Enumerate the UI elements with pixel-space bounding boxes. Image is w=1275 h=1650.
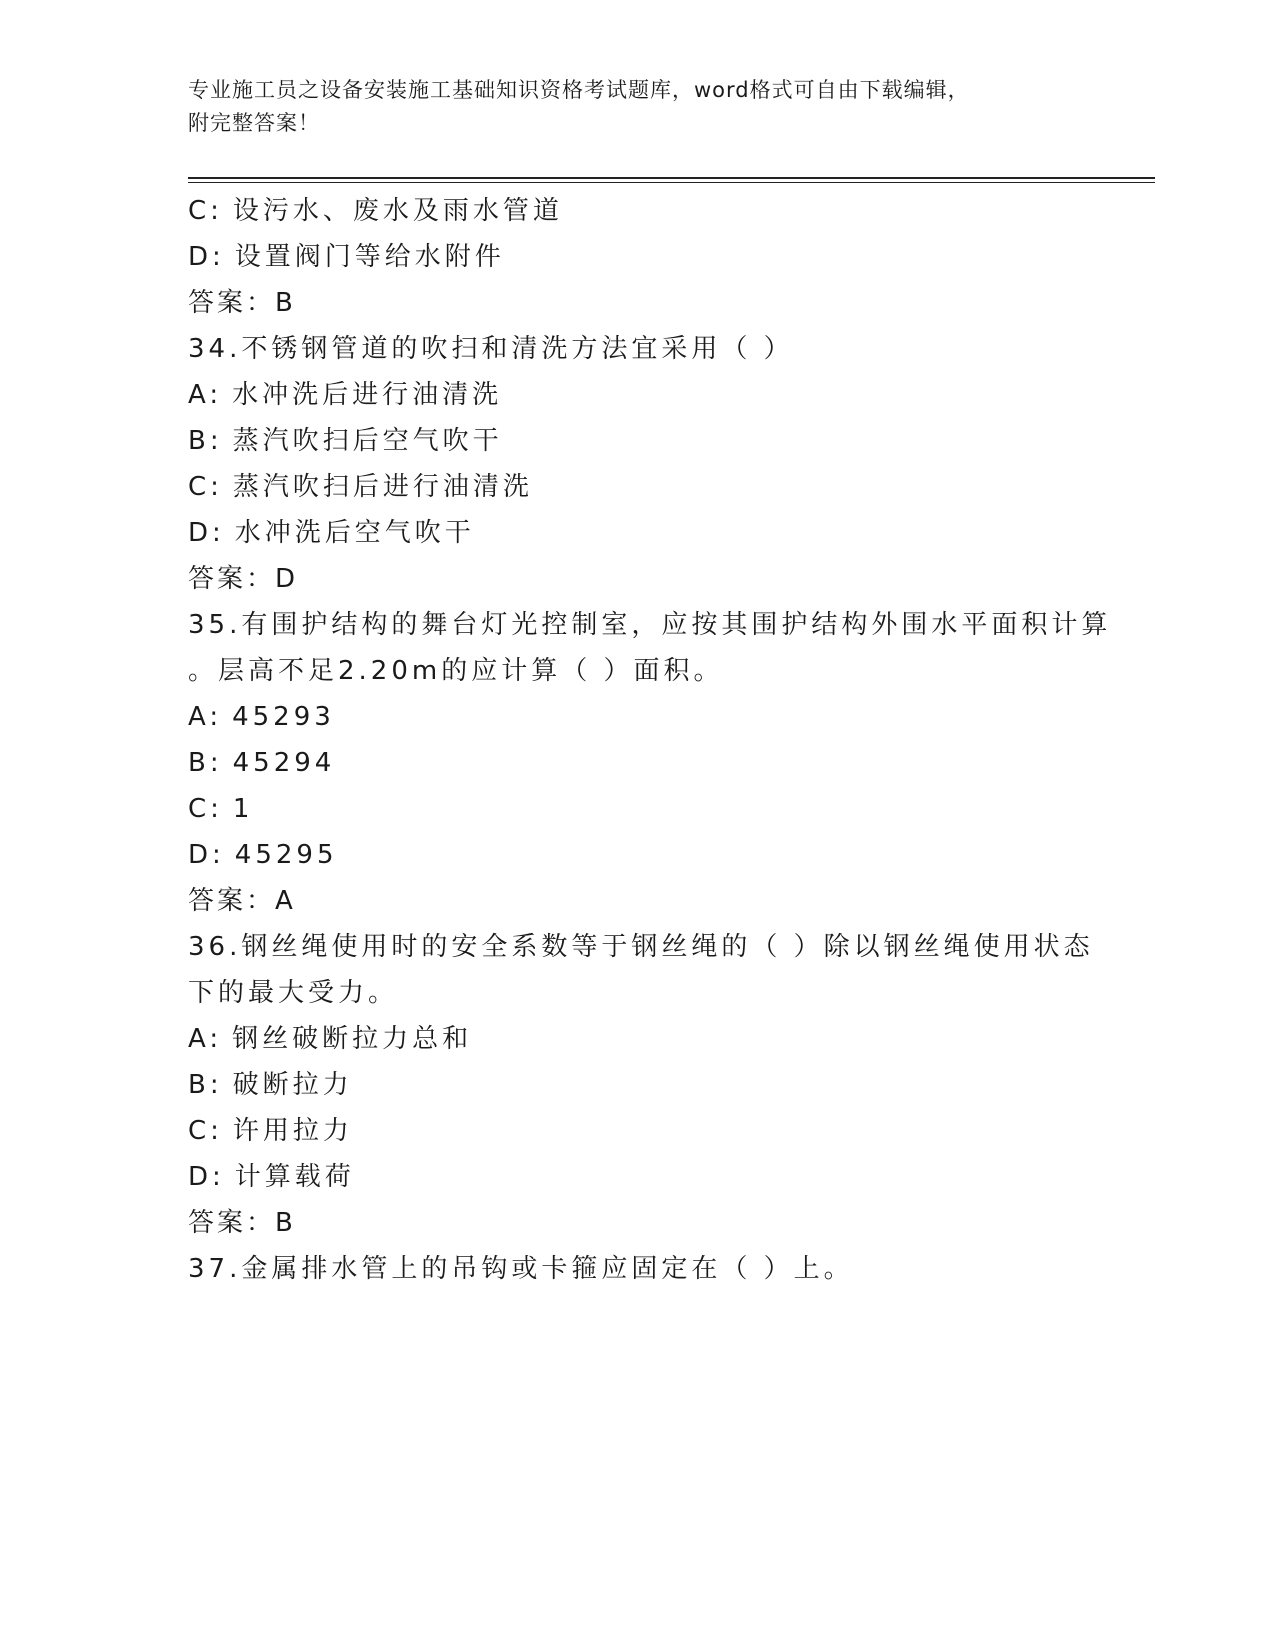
option-a: A: 钢丝破断拉力总和 (188, 1024, 473, 1054)
option-b: B: 破断拉力 (188, 1070, 353, 1100)
header-divider-thick (188, 177, 1155, 179)
question-34 (188, 326, 1088, 602)
question-text-line-2: 下的最大受力。 (188, 978, 399, 1008)
option-b: B: 45294 (188, 748, 336, 778)
question-text-line-1: 35.有围护结构的舞台灯光控制室，应按其围护结构外围水平面积计算 (188, 610, 1112, 640)
question-37 (188, 1246, 1088, 1292)
answer: 答案：B (188, 288, 296, 318)
answer: 答案：A (188, 886, 296, 916)
question-list (188, 188, 1112, 1292)
option-c: C: 许用拉力 (188, 1116, 353, 1146)
option-c: C: 设污水、废水及雨水管道 (188, 196, 563, 226)
question-33-tail (188, 188, 1088, 326)
option-c: C: 蒸汽吹扫后进行油清洗 (188, 472, 533, 502)
option-d: D: 设置阀门等给水附件 (188, 242, 505, 272)
option-a: A: 水冲洗后进行油清洗 (188, 380, 503, 410)
question-text: 37.金属排水管上的吊钩或卡箍应固定在（ ）上。 (188, 1254, 854, 1284)
option-d: D: 水冲洗后空气吹干 (188, 518, 475, 548)
document-header (188, 74, 1088, 140)
option-d: D: 45295 (188, 840, 338, 870)
question-text-line-1: 36.钢丝绳使用时的安全系数等于钢丝绳的（ ）除以钢丝绳使用状态 (188, 932, 1094, 962)
question-text-line-2: 。层高不足2.20m的应计算（ ）面积。 (188, 656, 724, 686)
question-36 (188, 924, 1094, 1246)
option-d: D: 计算载荷 (188, 1162, 355, 1192)
question-text: 34.不锈钢管道的吹扫和清洗方法宜采用（ ） (188, 334, 794, 364)
header-line-1: 专业施工员之设备安装施工基础知识资格考试题库，word格式可自由下载编辑， (188, 78, 970, 102)
option-a: A: 45293 (188, 702, 335, 732)
question-35 (188, 602, 1112, 924)
header-line-2: 附完整答案！ (188, 111, 320, 135)
option-b: B: 蒸汽吹扫后空气吹干 (188, 426, 503, 456)
answer: 答案：D (188, 564, 299, 594)
option-c: C: 1 (188, 794, 254, 824)
header-divider-thin (188, 182, 1155, 183)
answer: 答案：B (188, 1208, 296, 1238)
